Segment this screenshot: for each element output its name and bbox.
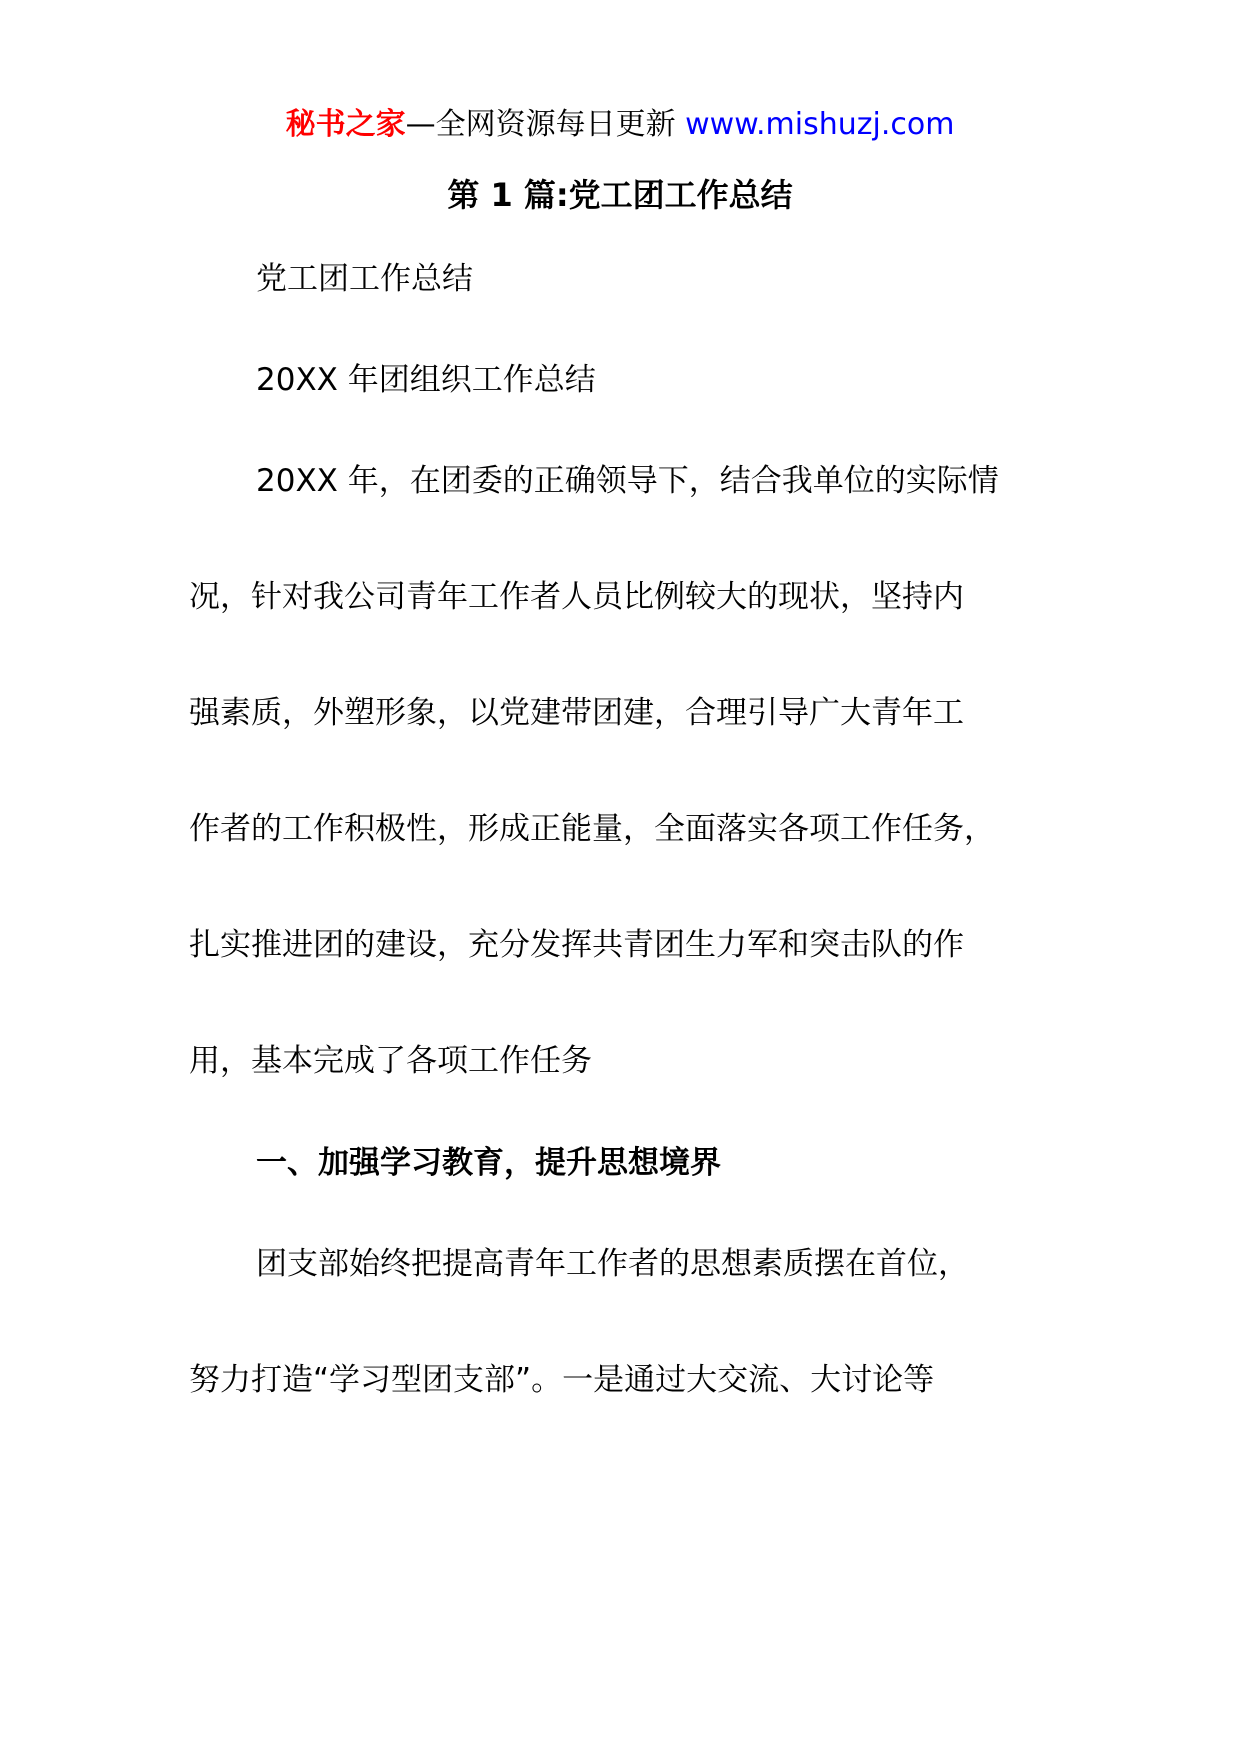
site-url-link[interactable]: www.mishuzj.com: [685, 107, 955, 142]
paragraph-line: 20XX 年，在团委的正确领导下，结合我单位的实际情: [256, 463, 999, 499]
document-title: 第 1 篇:党工团工作总结: [447, 176, 793, 214]
paragraph-line: 作者的工作积极性，形成正能量，全面落实各项工作任务，: [189, 811, 995, 847]
paragraph-line: 努力打造“学习型团支部”。一是通过大交流、大讨论等: [189, 1362, 935, 1398]
header-slogan: —全网资源每日更新: [405, 107, 686, 142]
paragraph-line: 扎实推进团的建设，充分发挥共青团生力军和突击队的作: [189, 927, 964, 963]
page-header: [0, 103, 1240, 147]
paragraph-line: 20XX 年团组织工作总结: [256, 362, 596, 398]
paragraph-line: 况，针对我公司青年工作者人员比例较大的现状，坚持内: [189, 579, 964, 615]
brand-name: 秘书之家: [285, 107, 406, 142]
section-heading: 一、加强学习教育，提升思想境界: [256, 1145, 721, 1181]
paragraph-line: 强素质，外塑形象，以党建带团建，合理引导广大青年工: [189, 695, 964, 731]
paragraph-line: 团支部始终把提高青年工作者的思想素质摆在首位，: [256, 1246, 969, 1282]
paragraph-line: 用，基本完成了各项工作任务: [189, 1043, 592, 1079]
paragraph-line: 党工团工作总结: [256, 261, 473, 297]
